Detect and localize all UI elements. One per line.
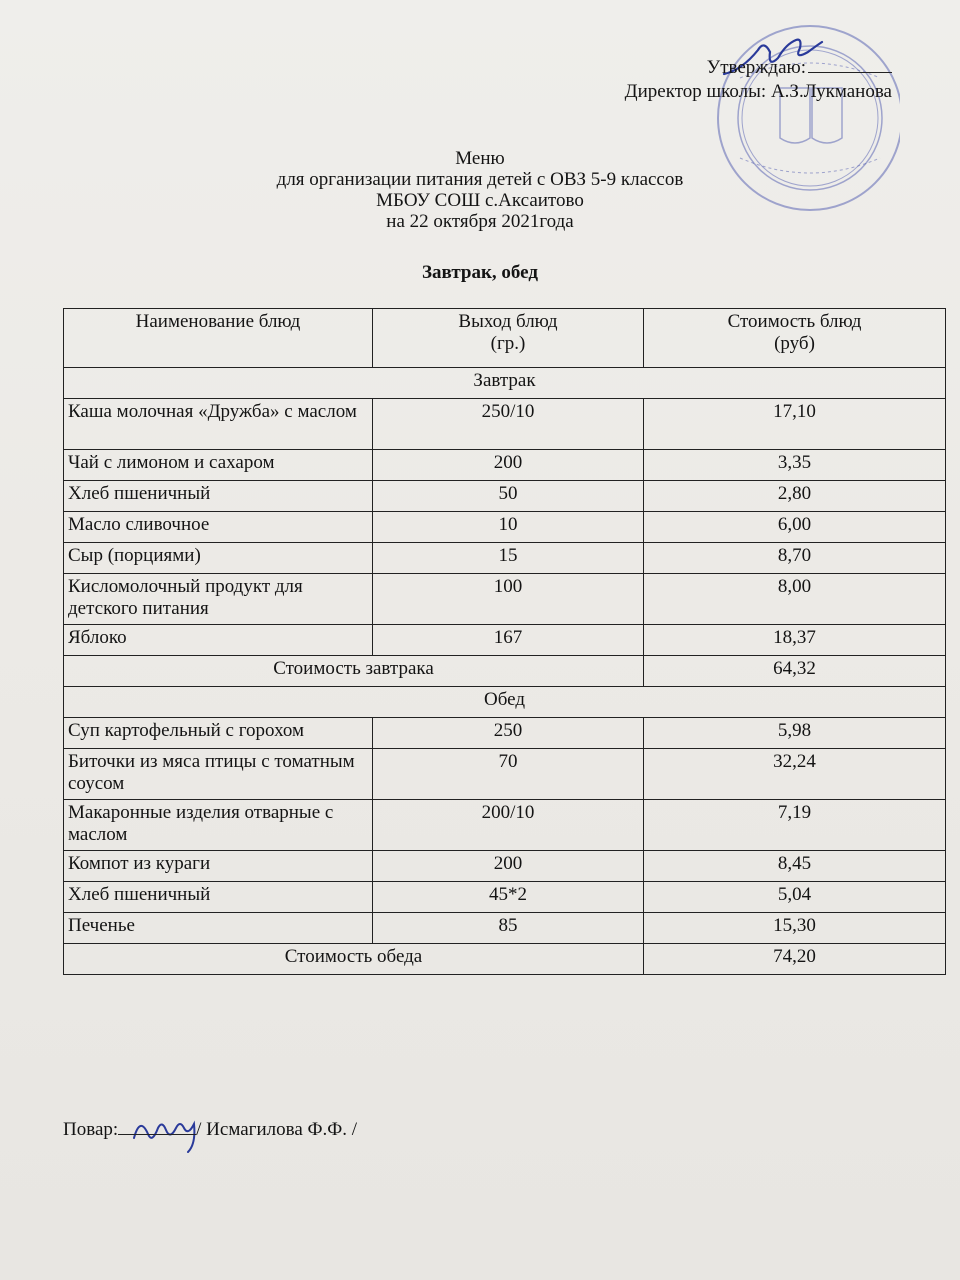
dish-name: Печенье — [64, 913, 373, 944]
director-label: Директор школы: — [624, 81, 767, 102]
document-heading — [0, 148, 960, 232]
lunch-row — [64, 749, 946, 800]
dish-yield: 250 — [373, 718, 644, 749]
dish-cost: 8,45 — [644, 851, 946, 882]
dish-name: Компот из кураги — [64, 851, 373, 882]
dish-name: Масло сливочное — [64, 512, 373, 543]
breakfast-row — [64, 574, 946, 625]
dish-name: Кисломолочный продукт для детского питания — [64, 574, 373, 625]
dish-yield: 70 — [373, 749, 644, 800]
dish-yield: 200/10 — [373, 800, 644, 851]
dish-cost: 7,19 — [644, 800, 946, 851]
column-header-yield-text: Выход блюд (гр.) — [458, 311, 558, 354]
breakfast-row — [64, 543, 946, 574]
lunch-row — [64, 718, 946, 749]
dish-yield: 200 — [373, 450, 644, 481]
breakfast-total-row — [64, 656, 946, 687]
column-header-yield — [373, 309, 644, 368]
dish-cost: 15,30 — [644, 913, 946, 944]
dish-cost: 32,24 — [644, 749, 946, 800]
dish-name: Макаронные изделия отварные с маслом — [64, 800, 373, 851]
dish-cost: 6,00 — [644, 512, 946, 543]
breakfast-row — [64, 399, 946, 450]
column-header-cost-text: Стоимость блюд (руб) — [727, 311, 862, 354]
breakfast-row — [64, 512, 946, 543]
dish-cost: 5,98 — [644, 718, 946, 749]
lunch-row — [64, 882, 946, 913]
director-name: А.З.Лукманова — [770, 81, 892, 102]
approve-label: Утверждаю: — [706, 57, 806, 78]
dish-cost: 17,10 — [644, 399, 946, 450]
menu-table — [63, 308, 946, 975]
meals-heading: Завтрак, обед — [422, 262, 538, 283]
breakfast-section-row — [64, 368, 946, 399]
dish-name: Сыр (порциями) — [64, 543, 373, 574]
dish-cost: 8,70 — [644, 543, 946, 574]
dish-name: Каша молочная «Дружба» с маслом — [64, 399, 373, 450]
dish-name: Суп картофельный с горохом — [64, 718, 373, 749]
dish-yield: 250/10 — [373, 399, 644, 450]
breakfast-row — [64, 625, 946, 656]
lunch-row — [64, 913, 946, 944]
dish-name: Хлеб пшеничный — [64, 882, 373, 913]
dish-yield: 100 — [373, 574, 644, 625]
lunch-section-row — [64, 687, 946, 718]
cook-label: Повар: — [63, 1119, 119, 1140]
breakfast-section-label: Завтрак — [64, 368, 946, 399]
lunch-section-label: Обед — [64, 687, 946, 718]
dish-cost: 5,04 — [644, 882, 946, 913]
column-header-cost — [644, 309, 946, 368]
page-title: Меню — [455, 148, 505, 169]
school-name: МБОУ СОШ с.Аксаитово — [376, 190, 584, 211]
breakfast-total-value: 64,32 — [644, 656, 946, 687]
lunch-total-value: 74,20 — [644, 944, 946, 975]
dish-yield: 10 — [373, 512, 644, 543]
breakfast-rows — [64, 399, 946, 656]
signature-line — [808, 56, 892, 73]
approval-block — [625, 56, 892, 104]
breakfast-total-label: Стоимость завтрака — [64, 656, 644, 687]
dish-yield: 167 — [373, 625, 644, 656]
lunch-row — [64, 851, 946, 882]
cook-block — [63, 1118, 357, 1141]
title-subtitle: для организации питания детей с ОВЗ 5-9 классов — [276, 169, 684, 190]
column-header-name: Наименование блюд — [64, 309, 373, 368]
dish-name: Яблоко — [64, 625, 373, 656]
cook-name: / Исмагилова Ф.Ф. / — [196, 1119, 358, 1140]
lunch-total-row — [64, 944, 946, 975]
dish-yield: 45*2 — [373, 882, 644, 913]
dish-cost: 2,80 — [644, 481, 946, 512]
lunch-rows — [64, 718, 946, 944]
breakfast-row — [64, 481, 946, 512]
cook-signature-line — [118, 1118, 196, 1135]
breakfast-row — [64, 450, 946, 481]
dish-name: Биточки из мяса птицы с томатным соусом — [64, 749, 373, 800]
dish-cost: 3,35 — [644, 450, 946, 481]
dish-yield: 15 — [373, 543, 644, 574]
dish-yield: 85 — [373, 913, 644, 944]
dish-name: Хлеб пшеничный — [64, 481, 373, 512]
dish-name: Чай с лимоном и сахаром — [64, 450, 373, 481]
menu-date: на 22 октября 2021года — [386, 211, 574, 232]
dish-cost: 8,00 — [644, 574, 946, 625]
dish-cost: 18,37 — [644, 625, 946, 656]
table-header-row — [64, 309, 946, 368]
dish-yield: 200 — [373, 851, 644, 882]
lunch-total-label: Стоимость обеда — [64, 944, 644, 975]
lunch-row — [64, 800, 946, 851]
dish-yield: 50 — [373, 481, 644, 512]
